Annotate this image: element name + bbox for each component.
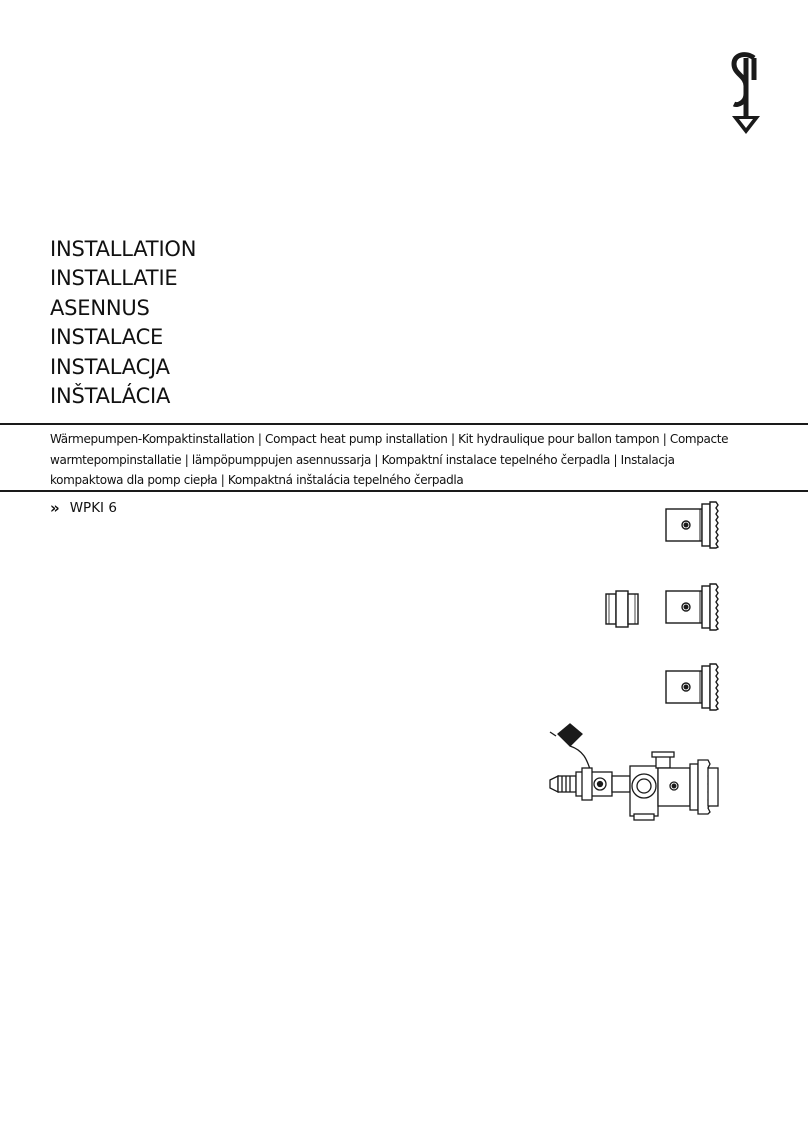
product-line [50, 499, 117, 517]
divider-bottom [0, 490, 808, 492]
title-list [50, 235, 196, 411]
valve-assembly-icon [548, 722, 722, 822]
chevron-right-double-icon: » [50, 499, 60, 517]
ball-valve-icon [664, 662, 720, 712]
title-cs: INSTALACE [50, 325, 164, 350]
divider-top [0, 423, 808, 425]
ball-valve-icon [664, 500, 720, 550]
title-fi: ASENNUS [50, 295, 150, 320]
title-nl: INSTALLATIE [50, 266, 178, 291]
title-en: INSTALLATION [50, 237, 197, 261]
nipple-fitting-icon [604, 590, 640, 628]
title-pl: INSTALACJA [50, 354, 170, 379]
subtitle: Wärmepumpen-Kompaktinstallation | Compact heat pump installation | Kit hydraulique pour ballon tampon | Compacte warmtepompinstallatie | lämpöpumppujen asennussarja | Kompaktní instalace tepelného čerpadla | Instalacja kompaktowa dla pomp ciepła | Kompaktná inštalácia tepelného čerpadla [50, 432, 729, 487]
product-name: WPKI 6 [69, 500, 117, 516]
title-sk: INŠTALÁCIA [50, 384, 171, 409]
stiebel-eltron-arrow-logo [728, 50, 764, 136]
ball-valve-icon [664, 582, 720, 632]
